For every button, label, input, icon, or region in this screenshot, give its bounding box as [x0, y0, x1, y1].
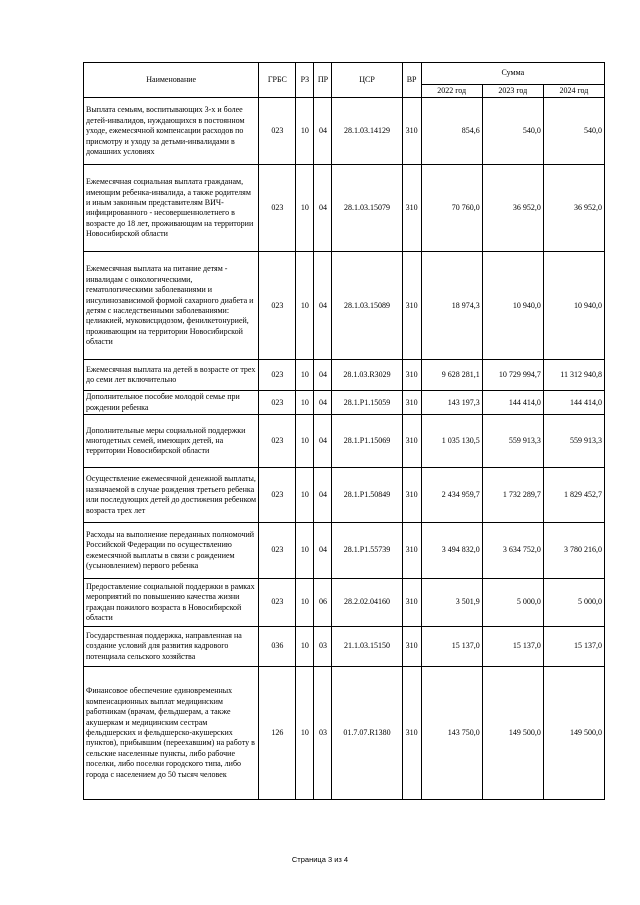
table-row	[84, 468, 605, 523]
row-name: Финансовое обеспечение единовременных компенсационных выплат медицинским работникам (врачам, фельдшерам, а также акушеркам и медицинским сестрам фельдшерских и фельдшерско-акушерских пунктов), прибывшим (переехавшим) на работу в сельские населенные пункты, либо рабочие поселки, либо поселки городского типа, либо города с населением до 50 тысяч человек	[84, 667, 259, 800]
row-amount-2024: 559 913,3	[543, 415, 604, 468]
row-amount-2024: 11 312 940,8	[543, 360, 604, 391]
row-rz: 10	[296, 468, 314, 523]
header-year-2023: 2023 год	[482, 85, 543, 98]
row-amount-2022: 3 501,9	[421, 579, 482, 627]
row-amount-2022: 143 197,3	[421, 391, 482, 415]
row-amount-2023: 149 500,0	[482, 667, 543, 800]
row-grbs: 126	[259, 667, 296, 800]
row-amount-2023: 36 952,0	[482, 165, 543, 252]
row-csr: 28.1.P1.55739	[332, 523, 402, 579]
row-amount-2023: 559 913,3	[482, 415, 543, 468]
row-name: Расходы на выполнение переданных полномочий Российской Федерации по осуществлению ежемесячной выплаты в связи с рождением (усыновлением) первого ребенка	[84, 523, 259, 579]
row-amount-2023: 1 732 289,7	[482, 468, 543, 523]
row-amount-2022: 15 137,0	[421, 627, 482, 667]
row-grbs: 023	[259, 391, 296, 415]
row-pr: 04	[314, 165, 332, 252]
table-header	[84, 63, 605, 98]
row-amount-2022: 1 035 130,5	[421, 415, 482, 468]
row-grbs: 023	[259, 165, 296, 252]
header-sum: Сумма	[421, 63, 604, 85]
row-pr: 04	[314, 98, 332, 165]
table-row	[84, 627, 605, 667]
row-csr: 21.1.03.15150	[332, 627, 402, 667]
row-grbs: 036	[259, 627, 296, 667]
row-rz: 10	[296, 415, 314, 468]
table-row	[84, 252, 605, 360]
row-name: Выплата семьям, воспитывающих 3-х и более детей-инвалидов, нуждающихся в постоянном уходе, ежемесячной компенсации расходов по присмотру и уходу за детьми-инвалидами в домашних условиях	[84, 98, 259, 165]
row-csr: 28.1.03.R3029	[332, 360, 402, 391]
row-rz: 10	[296, 579, 314, 627]
row-name: Ежемесячная выплата на детей в возрасте от трех до семи лет включительно	[84, 360, 259, 391]
row-name: Ежемесячная выплата на питание детям - инвалидам с онкологическими, гематологическими заболеваниями и инсулинозависимой формой сахарного диабета и детям с наследственными заболеваниями: целиакией, муковисцидозом, фенилкетонурией, проживающим на территории Новосибирской области	[84, 252, 259, 360]
header-grbs: ГРБС	[259, 63, 296, 98]
row-amount-2022: 70 760,0	[421, 165, 482, 252]
table-row	[84, 415, 605, 468]
row-rz: 10	[296, 252, 314, 360]
row-vr: 310	[402, 667, 421, 800]
row-pr: 04	[314, 523, 332, 579]
row-rz: 10	[296, 360, 314, 391]
row-csr: 01.7.07.R1380	[332, 667, 402, 800]
header-year-2022: 2022 год	[421, 85, 482, 98]
row-name: Дополнительные меры социальной поддержки многодетных семей, имеющих детей, на территории Новосибирской области	[84, 415, 259, 468]
header-year-2024: 2024 год	[543, 85, 604, 98]
row-vr: 310	[402, 391, 421, 415]
row-amount-2024: 5 000,0	[543, 579, 604, 627]
row-pr: 04	[314, 252, 332, 360]
row-vr: 310	[402, 579, 421, 627]
table-row	[84, 165, 605, 252]
row-rz: 10	[296, 667, 314, 800]
table-row	[84, 579, 605, 627]
row-amount-2024: 10 940,0	[543, 252, 604, 360]
row-vr: 310	[402, 165, 421, 252]
row-name: Осуществление ежемесячной денежной выплаты, назначаемой в случае рождения третьего ребенка или последующих детей до достижения ребенком возраста трех лет	[84, 468, 259, 523]
table-row	[84, 98, 605, 165]
row-pr: 03	[314, 667, 332, 800]
row-amount-2024: 149 500,0	[543, 667, 604, 800]
row-amount-2024: 1 829 452,7	[543, 468, 604, 523]
header-name: Наименование	[84, 63, 259, 98]
row-pr: 04	[314, 415, 332, 468]
row-csr: 28.1.P1.15069	[332, 415, 402, 468]
row-amount-2024: 540,0	[543, 98, 604, 165]
row-amount-2024: 144 414,0	[543, 391, 604, 415]
row-amount-2022: 854,6	[421, 98, 482, 165]
row-vr: 310	[402, 98, 421, 165]
row-grbs: 023	[259, 252, 296, 360]
row-rz: 10	[296, 165, 314, 252]
row-amount-2024: 15 137,0	[543, 627, 604, 667]
row-amount-2022: 2 434 959,7	[421, 468, 482, 523]
row-csr: 28.2.02.04160	[332, 579, 402, 627]
table-row	[84, 667, 605, 800]
table-body	[84, 98, 605, 800]
row-vr: 310	[402, 415, 421, 468]
row-grbs: 023	[259, 579, 296, 627]
row-amount-2022: 143 750,0	[421, 667, 482, 800]
row-amount-2023: 15 137,0	[482, 627, 543, 667]
row-vr: 310	[402, 468, 421, 523]
row-amount-2023: 144 414,0	[482, 391, 543, 415]
row-amount-2022: 18 974,3	[421, 252, 482, 360]
row-amount-2022: 9 628 281,1	[421, 360, 482, 391]
row-pr: 04	[314, 360, 332, 391]
row-amount-2024: 36 952,0	[543, 165, 604, 252]
row-pr: 04	[314, 391, 332, 415]
row-csr: 28.1.03.15089	[332, 252, 402, 360]
row-grbs: 023	[259, 415, 296, 468]
row-name: Государственная поддержка, направленная на создание условий для развития кадрового потенциала сельского хозяйства	[84, 627, 259, 667]
row-amount-2023: 10 729 994,7	[482, 360, 543, 391]
row-csr: 28.1.03.15079	[332, 165, 402, 252]
row-grbs: 023	[259, 468, 296, 523]
header-pr: ПР	[314, 63, 332, 98]
table-row	[84, 523, 605, 579]
row-amount-2022: 3 494 832,0	[421, 523, 482, 579]
row-name: Дополнительное пособие молодой семье при рождении ребенка	[84, 391, 259, 415]
row-rz: 10	[296, 627, 314, 667]
header-csr: ЦСР	[332, 63, 402, 98]
row-rz: 10	[296, 98, 314, 165]
row-pr: 06	[314, 579, 332, 627]
page-number: Страница 3 из 4	[291, 855, 349, 864]
header-vr: ВР	[402, 63, 421, 98]
row-rz: 10	[296, 391, 314, 415]
row-vr: 310	[402, 252, 421, 360]
row-amount-2023: 5 000,0	[482, 579, 543, 627]
row-pr: 03	[314, 627, 332, 667]
header-rz: РЗ	[296, 63, 314, 98]
row-grbs: 023	[259, 98, 296, 165]
row-csr: 28.1.P1.15059	[332, 391, 402, 415]
row-amount-2023: 3 634 752,0	[482, 523, 543, 579]
row-vr: 310	[402, 523, 421, 579]
row-grbs: 023	[259, 523, 296, 579]
row-name: Предоставление социальной поддержки в рамках мероприятий по повышению качества жизни граждан пожилого возраста в Новосибирской области	[84, 579, 259, 627]
row-csr: 28.1.P1.50849	[332, 468, 402, 523]
table-row	[84, 391, 605, 415]
row-vr: 310	[402, 360, 421, 391]
row-amount-2024: 3 780 216,0	[543, 523, 604, 579]
table-row	[84, 360, 605, 391]
row-amount-2023: 10 940,0	[482, 252, 543, 360]
row-name: Ежемесячная социальная выплата гражданам, имеющим ребенка-инвалида, а также родителям и иным законным представителям ВИЧ-инфицированного - несовершеннолетнего в возрасте до 18 лет, проживающим на территории Новосибирской области	[84, 165, 259, 252]
row-vr: 310	[402, 627, 421, 667]
row-pr: 04	[314, 468, 332, 523]
row-grbs: 023	[259, 360, 296, 391]
budget-table	[83, 62, 605, 800]
row-rz: 10	[296, 523, 314, 579]
row-amount-2023: 540,0	[482, 98, 543, 165]
row-csr: 28.1.03.14129	[332, 98, 402, 165]
